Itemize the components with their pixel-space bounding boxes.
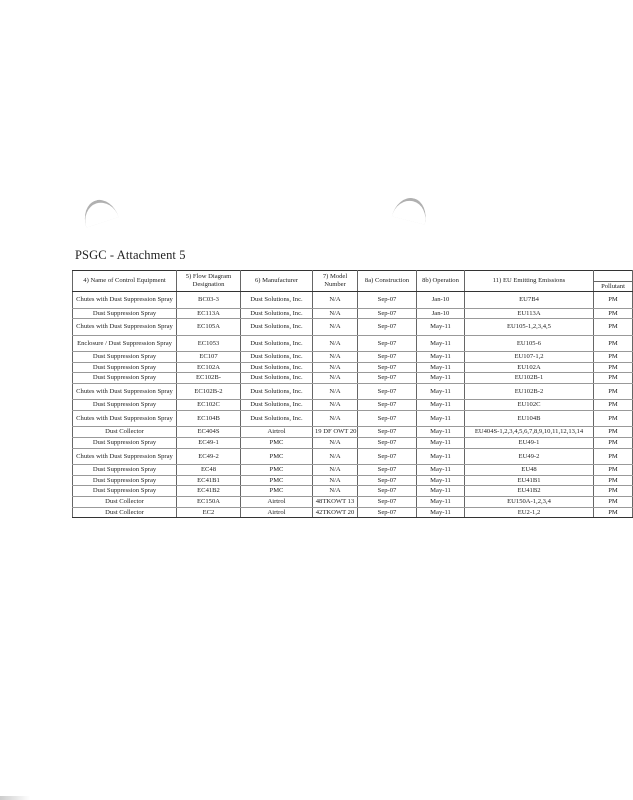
scan-shadow [0,796,30,800]
cell-operation: May-11 [417,373,465,384]
cell-eu-emitting: EU49-2 [465,448,594,465]
cell-pollutant: PM [594,410,633,427]
cell-construction: Sep-07 [358,335,417,352]
cell-manufacturer: Dust Solutions, Inc. [241,319,313,336]
cell-construction: Sep-07 [358,448,417,465]
cell-flow-diagram: EC107 [177,352,241,363]
cell-model-number: N/A [313,308,358,319]
cell-operation: May-11 [417,335,465,352]
cell-pollutant: PM [594,448,633,465]
cell-operation: May-11 [417,507,465,518]
cell-flow-diagram: EC48 [177,465,241,476]
cell-manufacturer: Dust Solutions, Inc. [241,410,313,427]
cell-eu-emitting: EU7B4 [465,292,594,309]
table-row [73,486,633,497]
cell-flow-diagram: EC105A [177,319,241,336]
cell-model-number: 48TKOWT 13 [313,496,358,507]
punch-hole-mark-left [79,195,118,227]
cell-construction: Sep-07 [358,486,417,497]
table-body [73,292,633,518]
cell-pollutant: PM [594,362,633,373]
cell-eu-emitting: EU107-1,2 [465,352,594,363]
table-row [73,475,633,486]
cell-construction: Sep-07 [358,383,417,400]
cell-manufacturer: Dust Solutions, Inc. [241,292,313,309]
table-row [73,383,633,400]
cell-flow-diagram: EC102B- [177,373,241,384]
cell-construction: Sep-07 [358,427,417,438]
table-row [73,362,633,373]
cell-flow-diagram: EC104B [177,410,241,427]
table-row [73,427,633,438]
cell-pollutant: PM [594,427,633,438]
cell-name: Dust Suppression Spray [73,352,177,363]
cell-operation: May-11 [417,438,465,449]
cell-pollutant: PM [594,400,633,411]
cell-construction: Sep-07 [358,438,417,449]
cell-eu-emitting: EU48 [465,465,594,476]
cell-manufacturer: Dust Solutions, Inc. [241,362,313,373]
cell-eu-emitting: EU102A [465,362,594,373]
cell-pollutant: PM [594,373,633,384]
cell-operation: May-11 [417,410,465,427]
cell-pollutant: PM [594,438,633,449]
cell-operation: May-11 [417,486,465,497]
cell-pollutant: PM [594,352,633,363]
cell-manufacturer: PMC [241,465,313,476]
cell-name: Chutes with Dust Suppression Spray [73,448,177,465]
table-row [73,507,633,518]
column-header-name: 4) Name of Control Equipment [73,271,177,292]
cell-name: Dust Collector [73,427,177,438]
cell-operation: May-11 [417,319,465,336]
cell-eu-emitting: EU2-1,2 [465,507,594,518]
cell-flow-diagram: EC113A [177,308,241,319]
cell-model-number: N/A [313,438,358,449]
table-row [73,438,633,449]
cell-manufacturer: Dust Solutions, Inc. [241,308,313,319]
column-header-model-number: 7) Model Number [313,271,358,292]
cell-model-number: N/A [313,383,358,400]
cell-name: Dust Suppression Spray [73,373,177,384]
cell-pollutant: PM [594,308,633,319]
cell-pollutant: PM [594,496,633,507]
cell-manufacturer: Airtrol [241,496,313,507]
cell-operation: May-11 [417,496,465,507]
cell-manufacturer: Dust Solutions, Inc. [241,383,313,400]
cell-operation: May-11 [417,400,465,411]
cell-operation: May-11 [417,362,465,373]
cell-operation: May-11 [417,352,465,363]
table-row [73,373,633,384]
cell-name: Chutes with Dust Suppression Spray [73,292,177,309]
cell-model-number: N/A [313,486,358,497]
cell-flow-diagram: BC03-3 [177,292,241,309]
cell-construction: Sep-07 [358,319,417,336]
cell-operation: May-11 [417,383,465,400]
cell-operation: Jan-10 [417,292,465,309]
cell-pollutant: PM [594,486,633,497]
cell-pollutant: PM [594,319,633,336]
cell-construction: Sep-07 [358,373,417,384]
cell-eu-emitting: EU49-1 [465,438,594,449]
table-row [73,319,633,336]
column-header-eu-emitting: 11) EU Emitting Emissions [465,271,594,292]
cell-construction: Sep-07 [358,308,417,319]
cell-name: Dust Suppression Spray [73,475,177,486]
table-row [73,335,633,352]
control-equipment-table [72,270,633,518]
punch-hole-mark-right [392,194,431,225]
table-row [73,400,633,411]
table-row [73,352,633,363]
table-row [73,465,633,476]
column-header-flow-diagram: 5) Flow Diagram Designation [177,271,241,292]
cell-flow-diagram: EC150A [177,496,241,507]
cell-eu-emitting: EU41B1 [465,475,594,486]
cell-name: Chutes with Dust Suppression Spray [73,319,177,336]
cell-name: Dust Collector [73,507,177,518]
page-title: PSGC - Attachment 5 [75,248,186,262]
cell-construction: Sep-07 [358,507,417,518]
cell-flow-diagram: EC102B-2 [177,383,241,400]
cell-pollutant: PM [594,475,633,486]
cell-eu-emitting: EU105-6 [465,335,594,352]
column-header-pollutant: Pollutant [594,282,633,292]
cell-model-number: N/A [313,400,358,411]
cell-name: Dust Suppression Spray [73,308,177,319]
cell-operation: May-11 [417,475,465,486]
cell-construction: Sep-07 [358,352,417,363]
cell-eu-emitting: EU41B2 [465,486,594,497]
cell-construction: Sep-07 [358,410,417,427]
cell-name: Dust Collector [73,496,177,507]
cell-eu-emitting: EU105-1,2,3,4,5 [465,319,594,336]
cell-flow-diagram: EC49-1 [177,438,241,449]
cell-model-number: N/A [313,362,358,373]
cell-manufacturer: Airtrol [241,507,313,518]
cell-manufacturer: Dust Solutions, Inc. [241,373,313,384]
cell-model-number: N/A [313,465,358,476]
table-row [73,496,633,507]
table-row [73,410,633,427]
cell-name: Chutes with Dust Suppression Spray [73,410,177,427]
cell-flow-diagram: EC41B2 [177,486,241,497]
cell-eu-emitting: EU102C [465,400,594,411]
cell-operation: May-11 [417,448,465,465]
cell-name: Dust Suppression Spray [73,486,177,497]
cell-pollutant: PM [594,507,633,518]
column-header-operation: 8b) Operation [417,271,465,292]
cell-operation: May-11 [417,465,465,476]
cell-flow-diagram: EC41B1 [177,475,241,486]
cell-pollutant: PM [594,383,633,400]
cell-operation: May-11 [417,427,465,438]
cell-pollutant: PM [594,465,633,476]
cell-manufacturer: PMC [241,438,313,449]
cell-manufacturer: Dust Solutions, Inc. [241,335,313,352]
cell-model-number: N/A [313,352,358,363]
cell-manufacturer: Dust Solutions, Inc. [241,352,313,363]
cell-operation: Jan-10 [417,308,465,319]
cell-eu-emitting: EU104B [465,410,594,427]
equipment-table-container [72,270,625,542]
table-row [73,448,633,465]
cell-construction: Sep-07 [358,496,417,507]
cell-manufacturer: Airtrol [241,427,313,438]
cell-eu-emitting: EU113A [465,308,594,319]
cell-construction: Sep-07 [358,400,417,411]
cell-construction: Sep-07 [358,465,417,476]
cell-eu-emitting: EU150A-1,2,3,4 [465,496,594,507]
cell-flow-diagram: EC1053 [177,335,241,352]
cell-eu-emitting: EU102B-2 [465,383,594,400]
cell-manufacturer: PMC [241,486,313,497]
table-row [73,292,633,309]
cell-flow-diagram: EC102C [177,400,241,411]
cell-construction: Sep-07 [358,292,417,309]
cell-name: Chutes with Dust Suppression Spray [73,383,177,400]
cell-pollutant: PM [594,335,633,352]
cell-construction: Sep-07 [358,475,417,486]
cell-manufacturer: Dust Solutions, Inc. [241,400,313,411]
column-header-group-blank [594,271,633,282]
cell-flow-diagram: EC2 [177,507,241,518]
cell-model-number: N/A [313,448,358,465]
cell-name: Dust Suppression Spray [73,400,177,411]
cell-eu-emitting: EU404S-1,2,3,4,5,6,7,8,9,10,11,12,13,14 [465,427,594,438]
cell-flow-diagram: EC404S [177,427,241,438]
cell-model-number: N/A [313,475,358,486]
cell-model-number: 19 DF OWT 20 [313,427,358,438]
cell-model-number: N/A [313,292,358,309]
cell-model-number: N/A [313,373,358,384]
cell-model-number: N/A [313,410,358,427]
cell-model-number: 42TKOWT 20 [313,507,358,518]
column-header-manufacturer: 6) Manufacturer [241,271,313,292]
cell-construction: Sep-07 [358,362,417,373]
cell-flow-diagram: EC102A [177,362,241,373]
cell-name: Dust Suppression Spray [73,438,177,449]
table-row [73,308,633,319]
cell-manufacturer: PMC [241,448,313,465]
cell-name: Dust Suppression Spray [73,362,177,373]
cell-manufacturer: PMC [241,475,313,486]
cell-eu-emitting: EU102B-1 [465,373,594,384]
cell-flow-diagram: EC49-2 [177,448,241,465]
cell-model-number: N/A [313,335,358,352]
cell-name: Enclosure / Dust Suppression Spray [73,335,177,352]
cell-model-number: N/A [313,319,358,336]
cell-name: Dust Suppression Spray [73,465,177,476]
cell-pollutant: PM [594,292,633,309]
column-header-construction: 8a) Construction [358,271,417,292]
